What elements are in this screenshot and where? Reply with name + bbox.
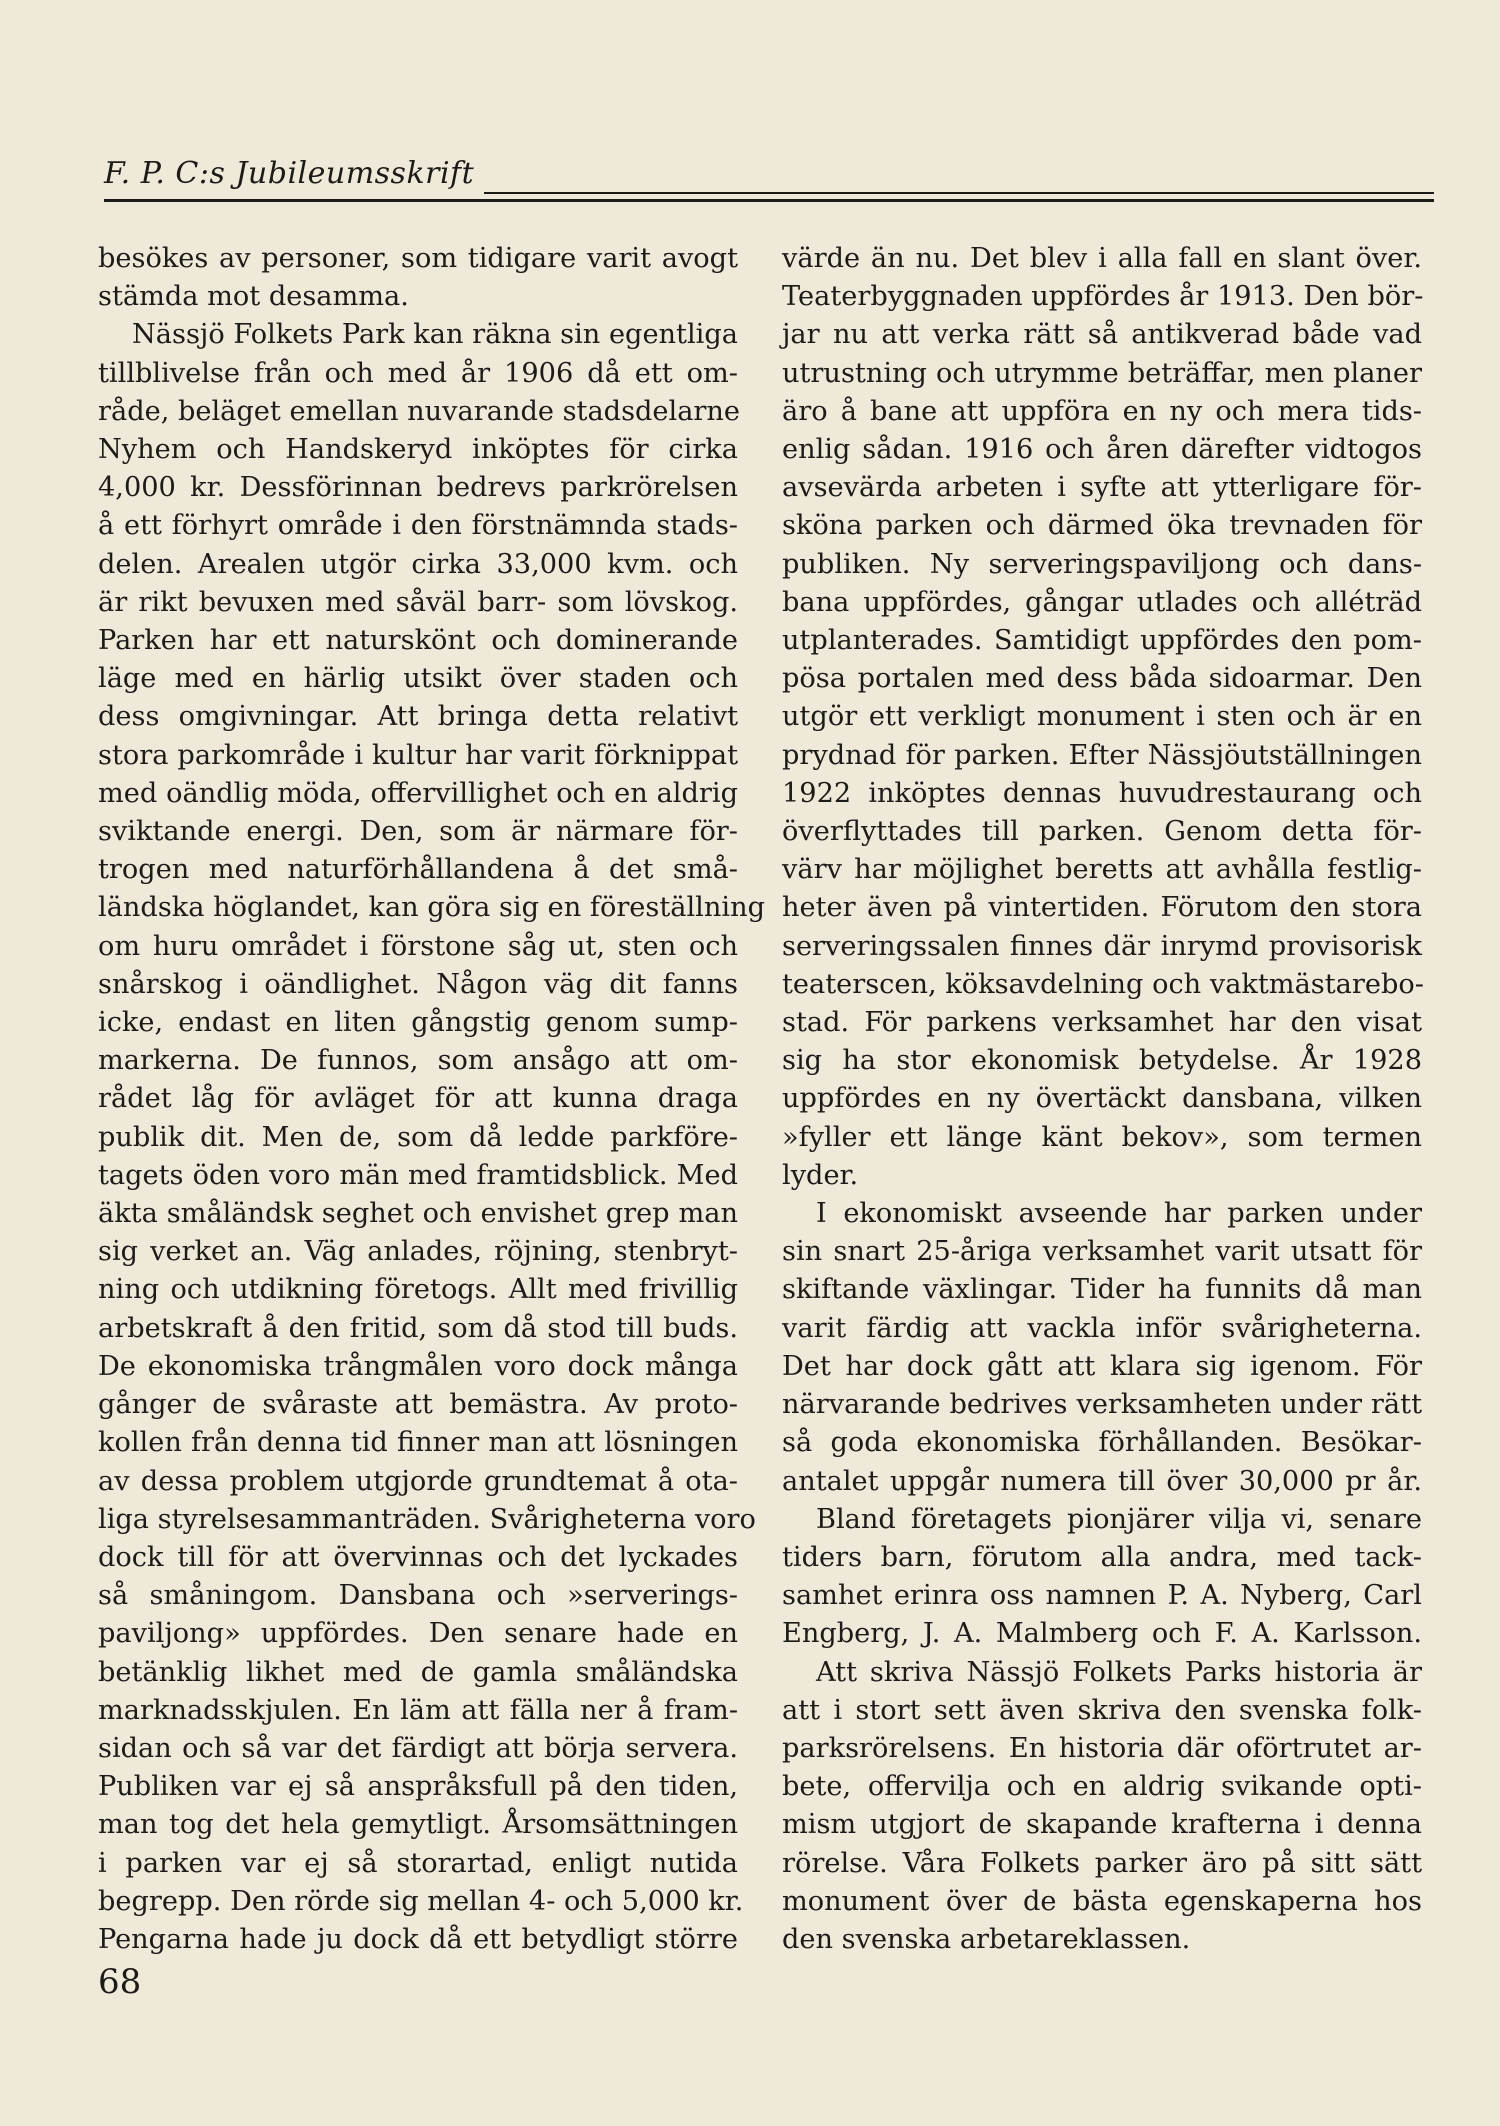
text-line: äro å bane att uppföra en ny och mera tids- [782, 395, 1422, 427]
text-line: prydnad för parken. Efter Nässjöutställningen [782, 739, 1422, 771]
text-line: Nässjö Folkets Park kan räkna sin egentliga [132, 319, 738, 351]
text-line: Publiken var ej så anspråksfull på den tiden, [98, 1771, 738, 1803]
page-number: 68 [98, 1962, 142, 2002]
text-line: Engberg, J. A. Malmberg och F. A. Karlsson. [782, 1618, 1422, 1650]
text-line: sig ha stor ekonomisk betydelse. År 1928 [782, 1045, 1422, 1077]
text-line: besökes av personer, som tidigare varit avogt [98, 243, 738, 274]
text-line: begrepp. Den rörde sig mellan 4- och 5,000 kr. [98, 1885, 744, 1917]
left-column [98, 240, 765, 1959]
text-line: heter även på vintertiden. Förutom den stora [782, 892, 1422, 924]
text-line: råde, beläget emellan nuvarande stadsdelarne [98, 395, 741, 427]
text-line: Bland företagets pionjärer vilja vi, senare [816, 1503, 1422, 1535]
running-header [104, 156, 1434, 202]
text-line: publik dit. Men de, som då ledde parkföre- [98, 1121, 738, 1153]
text-line: läge med en härlig utsikt över staden och [98, 663, 738, 695]
text-line: enlig sådan. 1916 och åren därefter vidtogos [782, 434, 1422, 466]
text-line: sig verket an. Väg anlades, röjning, stenbryt- [98, 1236, 738, 1268]
text-line: sköna parken och därmed öka trevnaden för [782, 510, 1422, 542]
text-line: stad. För parkens verksamhet har den visat [782, 1007, 1422, 1039]
text-line: den svenska arbetareklassen. [782, 1923, 1191, 1955]
text-line: serveringssalen finnes där inrymd provisorisk [782, 930, 1422, 962]
text-line: värde än nu. Det blev i alla fall en slant över. [782, 243, 1422, 274]
text-line: är rikt bevuxen med såväl barr- som lövskog. [98, 586, 738, 618]
text-line: »fyller ett länge känt bekov», som termen [782, 1121, 1422, 1153]
text-line: samhet erinra oss namnen P. A. Nyberg, Carl [782, 1580, 1422, 1612]
text-line: att i stort sett även skriva den svenska folk- [782, 1694, 1422, 1726]
text-line: utgör ett verkligt monument i sten och är en [782, 701, 1422, 733]
text-line: tagets öden voro män med framtidsblick. Med [98, 1159, 738, 1191]
text-line: snårskog i oändlighet. Någon väg dit fanns [98, 968, 738, 1000]
header-rule [484, 192, 1434, 194]
text-line: kollen från denna tid finner man att lösningen [98, 1427, 738, 1459]
text-line: pösa portalen med dess båda sidoarmar. Den [782, 663, 1422, 695]
text-line: rådet låg för avläget för att kunna draga [98, 1083, 738, 1115]
text-line: om huru området i förstone såg ut, sten och [98, 930, 738, 962]
text-line: sin snart 25-åriga verksamhet varit utsatt för [782, 1236, 1422, 1268]
text-line: å ett förhyrt område i den förstnämnda stads- [98, 510, 738, 542]
text-line: rörelse. Våra Folkets parker äro på sitt sätt [782, 1847, 1422, 1879]
text-line: utrustning och utrymme beträffar, men planer [782, 357, 1422, 389]
text-line: gånger de svåraste att bemästra. Av proto- [98, 1389, 738, 1421]
text-line: stora parkområde i kultur har varit förknippat [98, 739, 738, 771]
text-line: icke, endast en liten gångstig genom sump- [98, 1007, 738, 1039]
text-line: överflyttades till parken. Genom detta för- [782, 816, 1422, 848]
text-line: 1922 inköptes dennas huvudrestaurang och [782, 777, 1422, 809]
text-line: i parken var ej så storartad, enligt nutida [98, 1847, 738, 1879]
text-line: varit färdig att vackla inför svårigheterna. [782, 1312, 1422, 1344]
text-line: I ekonomiskt avseende har parken under [816, 1198, 1422, 1230]
text-line: Parken har ett naturskönt och dominerande [98, 625, 738, 657]
text-line: De ekonomiska trångmålen voro dock många [98, 1350, 738, 1382]
text-line: jar nu att verka rätt så antikverad både vad [782, 319, 1422, 351]
text-line: ning och utdikning företogs. Allt med frivillig [98, 1274, 738, 1306]
text-line: marknadsskjulen. En läm att fälla ner å fram- [98, 1694, 738, 1726]
text-line: närvarande bedrives verksamheten under rätt [782, 1389, 1422, 1421]
header-divider [104, 199, 1434, 202]
text-line: betänklig likhet med de gamla småländska [98, 1656, 738, 1688]
text-line: arbetskraft å den fritid, som då stod till buds. [98, 1312, 738, 1344]
text-line: lyder. [782, 1159, 859, 1191]
text-line: tillblivelse från och med år 1906 då ett om- [98, 357, 738, 389]
text-line: stämda mot desamma. [98, 281, 409, 313]
text-line: antalet uppgår numera till över 30,000 pr år. [782, 1465, 1422, 1497]
text-line: sidan och så var det färdigt att börja servera. [98, 1732, 738, 1764]
text-line: 4,000 kr. Dessförinnan bedrevs parkrörelsen [98, 472, 738, 504]
text-line: tiders barn, förutom alla andra, med tack- [782, 1541, 1422, 1573]
text-line: delen. Arealen utgör cirka 33,000 kvm. och [98, 548, 738, 580]
text-line: Det har dock gått att klara sig igenom. För [782, 1350, 1422, 1382]
text-line: avsevärda arbeten i syfte att ytterligare för- [782, 472, 1422, 504]
text-line: utplanterades. Samtidigt uppfördes den pom- [782, 625, 1422, 657]
text-line: sviktande energi. Den, som är närmare för- [98, 816, 738, 848]
text-line: äkta småländsk seghet och envishet grep man [98, 1198, 738, 1230]
text-line: publiken. Ny serveringspaviljong och dans- [782, 548, 1422, 580]
text-line: Att skriva Nässjö Folkets Parks historia är [816, 1656, 1422, 1688]
text-line: så goda ekonomiska förhållanden. Besökar- [782, 1427, 1422, 1459]
text-line: dock till för att övervinnas och det lyckades [98, 1541, 738, 1573]
right-column [782, 240, 1422, 1959]
text-line: trogen med naturförhållandena å det små- [98, 854, 738, 886]
text-line: skiftande växlingar. Tider ha funnits då man [782, 1274, 1422, 1306]
text-line: så småningom. Dansbana och »serverings- [98, 1580, 738, 1612]
text-line: liga styrelsesammanträden. Svårigheterna voro [98, 1503, 756, 1535]
text-line: Nyhem och Handskeryd inköptes för cirka [98, 434, 738, 466]
text-line: monument över de bästa egenskaperna hos [782, 1885, 1422, 1917]
text-line: markerna. De funnos, som ansågo att om- [98, 1045, 738, 1077]
text-line: uppfördes en ny övertäckt dansbana, vilken [782, 1083, 1422, 1115]
text-line: mism utgjort de skapande krafterna i denna [782, 1809, 1422, 1841]
text-line: bete, offervilja och en aldrig svikande opti- [782, 1771, 1422, 1803]
text-line: teaterscen, köksavdelning och vaktmästarebo- [782, 968, 1424, 1000]
text-line: värv har möjlighet beretts att avhålla festlig- [782, 854, 1422, 886]
text-line: av dessa problem utgjorde grundtemat å ota- [98, 1465, 738, 1497]
header-title: F. P. C:s Jubileumsskrift [104, 156, 475, 191]
text-line: dess omgivningar. Att bringa detta relativt [98, 701, 738, 733]
text-line: man tog det hela gemytligt. Årsomsättningen [98, 1809, 738, 1841]
text-line: parksrörelsens. En historia där oförtrutet ar- [782, 1732, 1422, 1764]
text-line: Teaterbyggnaden uppfördes år 1913. Den bör- [782, 281, 1424, 313]
text-line: ländska höglandet, kan göra sig en föreställning [98, 892, 765, 924]
text-line: paviljong» uppfördes. Den senare hade en [98, 1618, 738, 1650]
text-line: bana uppfördes, gångar utlades och alléträd [782, 586, 1422, 618]
text-line: med oändlig möda, offervillighet och en aldrig [98, 777, 738, 809]
text-line: Pengarna hade ju dock då ett betydligt större [98, 1923, 738, 1955]
